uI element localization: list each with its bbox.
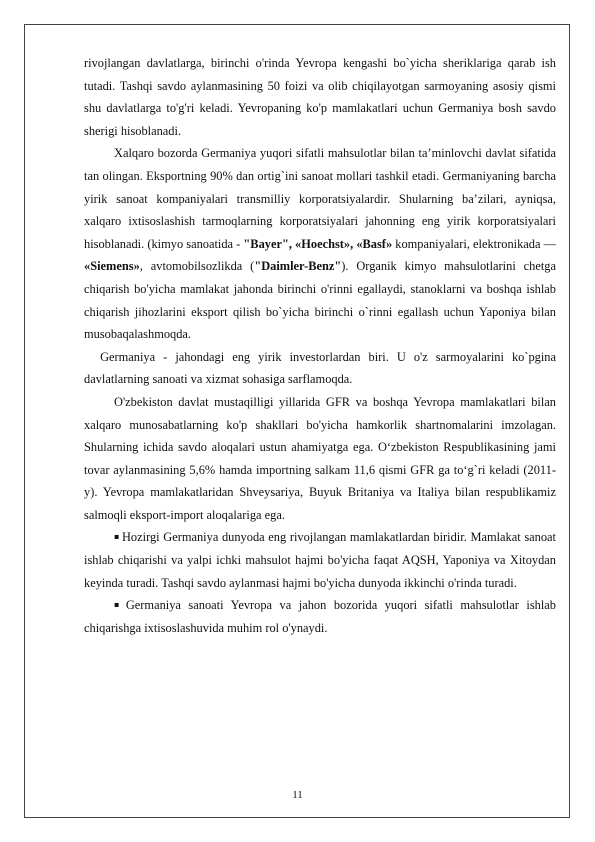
bullet-icon: ▪: [114, 532, 120, 542]
companies-chemical: "Bayer", «Hoechst», «Basf»: [243, 236, 393, 251]
page-number: 11: [292, 789, 303, 801]
document-body: [84, 52, 560, 639]
paragraph-2-text-a: Xalqaro bozorda Germaniya yuqori sifatli mahsulotlar bilan ta’minlovchi davlat sifatida tan olingan. Eksportning 90% dan ortig`ini sanoat mollari tashkil etadi. Germaniyaning barcha yirik sanoat kompaniyalari transmilliy korporatsiyalardir. Shularning ba’zilari, ayniqsa, xalqaro ixtisoslashish tarmoqlarning korporatsiyalari jahonning eng yirik korporatsiyalari hisoblanadi. (kimyo sanoatida -: [84, 146, 556, 251]
bullet-icon: ▪: [114, 600, 124, 610]
bullet-paragraph-1: [84, 526, 556, 594]
paragraph-2: [84, 142, 556, 345]
company-automotive: "Daimler-Benz": [254, 259, 342, 274]
paragraph-3: Germaniya - jahondagi eng yirik investorlardan biri. U o'z sarmoyalarini ko`pgina davlatlarning sanoati va xizmat sohasiga sarflamoqda.: [84, 349, 560, 387]
paragraph-4: O'zbekiston davlat mustaqilligi yillarida GFR va boshqa Yevropa mamlakatlari bilan xalqaro munosabatlarning ko'p shakllari bo'yicha hamkorlik shartnomalarini imzolagan. Shularning ichida savdo aloqalari ustun ahamiyatga ega. O‘zbekiston Respublikasining jami tovar aylanmasining 5,6% hamda importning salkam 11,6 qismi GFR ga to‘g`ri keladi (2011-y). Yevropa mamlakatlaridan Shveysariya, Buyuk Britaniya va Italiya bilan respublikamiz salmoqli eksport-import aloqalariga ega.: [84, 394, 556, 522]
bullet-paragraph-2-text: Germaniya sanoati Yevropa va jahon bozorida yuqori sifatli mahsulotlar ishlab chiqarishga ixtisoslashuvida muhim rol o'ynaydi.: [84, 598, 556, 635]
paragraph-2-text-c: kompaniyalari, elektronikada —: [392, 236, 556, 251]
bullet-paragraph-1-text: Hozirgi Germaniya dunyoda eng rivojlangan mamlakatlardan biridir. Mamlakat sanoat ishlab chiqarishi va yalpi ichki mahsulot hajmi bo'yicha faqat AQSH, Yaponiya va Xitoydan keyinda turadi. Tashqi savdo aylanmasi hajmi bo'yicha dunyoda ikkinchi o'rinda turadi.: [84, 530, 556, 590]
bullet-paragraph-2: [84, 594, 556, 639]
paragraph-2-text-e: ). Organik kimyo mahsulotlarini chetga chiqarish bo'yicha mamlakat jahonda birinchi o'rinni egallaydi, stanoklarni va boshqa ishlab chiqarish jihozlarini eksport qilish bo`yicha birinchi o`rinni egallash uchun Yaponiya bilan musobaqalashmoqda.: [84, 259, 556, 342]
company-electronics: «Siemens»: [84, 259, 140, 274]
paragraph-1: rivojlangan davlatlarga, birinchi o'rinda Yevropa kengashi bo`yicha sheriklariga qarab ish tutadi. Tashqi savdo aylanmasining 50 foizi va olib chiqilayotgan sarmoyaning asosiy qismi shu davlatlarga to'g'ri keladi. Yevropaning ko'p mamlakatlari uchun Germaniya bosh savdo sherigi hisoblanadi.: [84, 56, 556, 138]
paragraph-2-text-d: , avtomobilsozlikda (: [139, 259, 255, 274]
